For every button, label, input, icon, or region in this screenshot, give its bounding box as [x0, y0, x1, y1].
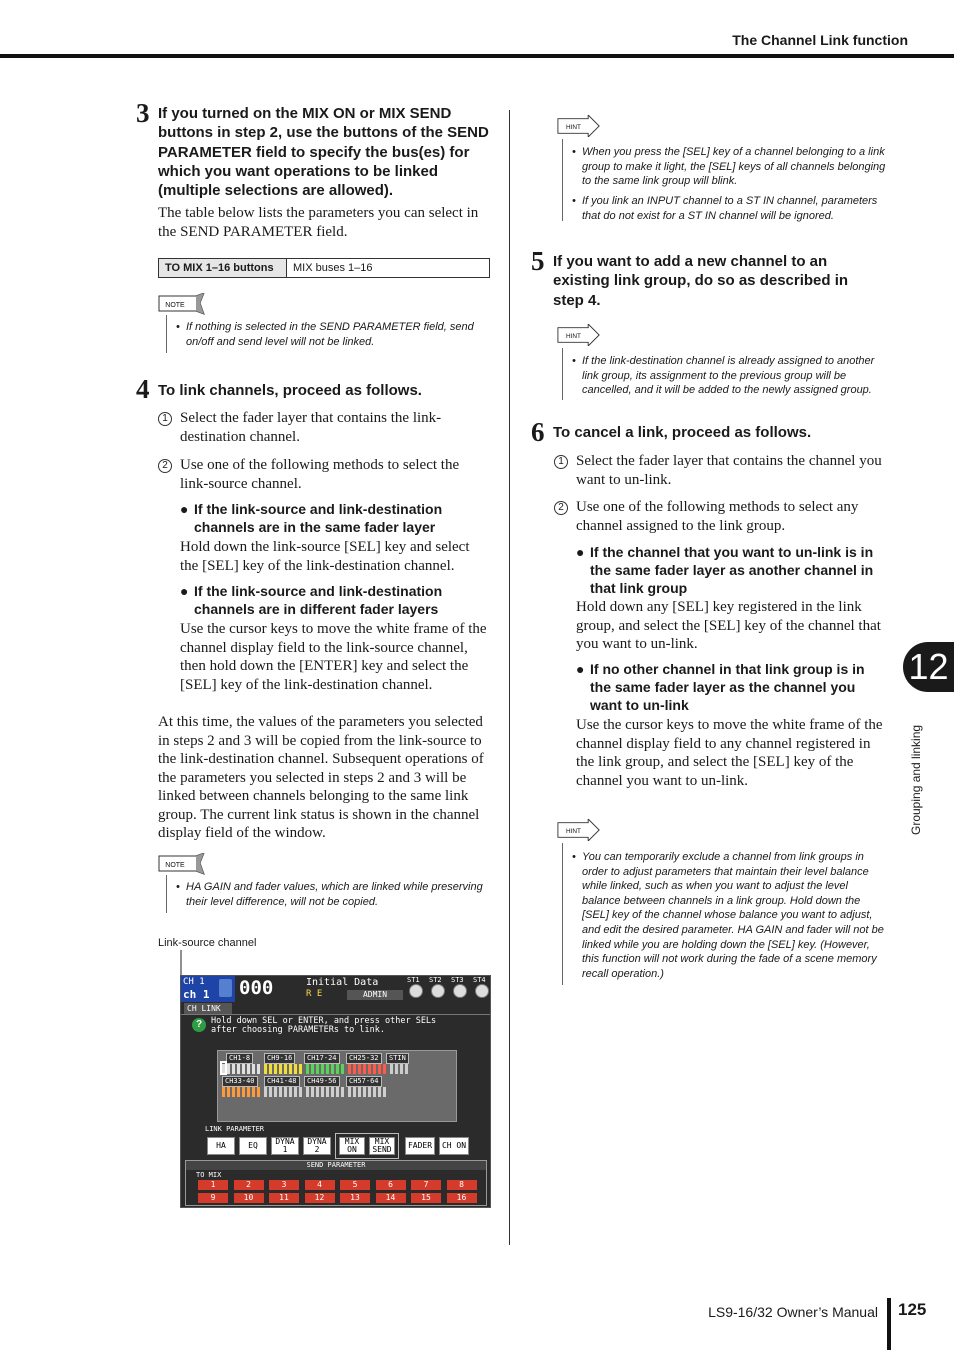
column-divider — [509, 110, 510, 1245]
channel-strip[interactable] — [222, 1087, 260, 1097]
mix-bus-button[interactable]: 8 — [447, 1180, 477, 1190]
group-label: STIN — [386, 1053, 409, 1064]
header-rule — [0, 54, 954, 58]
hint-rule — [562, 348, 563, 400]
channel-strip[interactable] — [222, 1064, 260, 1074]
group-label: CH17-24 — [304, 1053, 340, 1064]
mix-bus-button[interactable]: 1 — [198, 1180, 228, 1190]
note-text: HA GAIN and fader values, which are linked while preserving their level difference, will not be copied. — [186, 881, 483, 908]
mix-bus-button[interactable]: 6 — [376, 1180, 406, 1190]
bullet: • — [572, 146, 576, 158]
note-rule — [166, 875, 167, 913]
mix-bus-button[interactable]: 7 — [411, 1180, 441, 1190]
list-number: 2 — [158, 459, 172, 473]
list-item: Use one of the following methods to select the link-source channel. — [180, 457, 460, 492]
user-badge[interactable]: ADMIN — [347, 990, 403, 1000]
mix-bus-button[interactable]: 14 — [376, 1193, 406, 1203]
channel-id: CH 1 — [183, 977, 205, 987]
to-mix-label: TO MIX — [196, 1171, 222, 1179]
bullet: • — [176, 321, 180, 333]
knob-icon[interactable] — [475, 984, 489, 998]
channel-strip[interactable] — [390, 1064, 410, 1074]
param-fader-button[interactable]: FADER — [405, 1137, 435, 1155]
hint-text: When you press the [SEL] key of a channel belonging to a link group to make it light, the [SEL] keys of all channels belonging to the same link group will blink. — [582, 146, 886, 188]
bullet: • — [572, 355, 576, 367]
microphone-icon — [219, 979, 232, 997]
channel-strip[interactable] — [264, 1087, 302, 1097]
footer-rule — [887, 1298, 891, 1350]
mix-bus-button[interactable]: 5 — [340, 1180, 370, 1190]
channel-name: ch 1 — [183, 988, 210, 1001]
group-label: CH33-40 — [222, 1076, 258, 1087]
body-paragraph: Hold down any [SEL] key registered in the link group, and select the [SEL] key of the channel that you want to un-link. — [576, 599, 881, 652]
mix-bus-button[interactable]: 3 — [269, 1180, 299, 1190]
lcd-screen — [180, 975, 491, 1208]
mix-bus-button[interactable]: 10 — [234, 1193, 264, 1203]
chapter-label: Grouping and linking — [909, 724, 923, 835]
running-header: The Channel Link function — [732, 32, 908, 48]
sub-heading: If the link-source and link-destination channels are in the same fader layer — [194, 501, 443, 535]
body-paragraph: Use the cursor keys to move the white frame of the channel display field to the link-source channel, then hold down the [ENTER] key and select the [SEL] key of the link-destination channel. — [180, 621, 487, 693]
group-label: CH57-64 — [346, 1076, 382, 1087]
note-text: If nothing is selected in the SEND PARAMETER field, send on/off and send level will not be linked. — [186, 321, 474, 348]
channel-strip[interactable] — [306, 1064, 344, 1074]
bullet: • — [572, 851, 576, 863]
channel-display — [181, 976, 235, 1002]
mix-bus-button[interactable]: 11 — [269, 1193, 299, 1203]
list-number: 1 — [158, 412, 172, 426]
send-parameter-field — [185, 1160, 487, 1206]
table-cell: MIX buses 1–16 — [287, 259, 490, 278]
note-badge-icon — [158, 293, 206, 315]
param-mix-send-button[interactable]: MIX SEND — [369, 1137, 395, 1155]
channel-strip[interactable] — [348, 1087, 386, 1097]
hint-text: If the link-destination channel is already assigned to another link group, its assignment to the previous group will be cancelled, and it will be added to the newly assigned group. — [582, 355, 875, 397]
hint-text: If you link an INPUT channel to a ST IN channel, parameters that do not exist for a ST IN channel will be ignored. — [582, 195, 878, 222]
divider — [181, 1014, 491, 1015]
hint-badge-label: HINT — [566, 123, 581, 131]
mix-bus-button[interactable]: 12 — [305, 1193, 335, 1203]
bullet: • — [176, 881, 180, 893]
list-item: Select the fader layer that contains the link-destination channel. — [180, 410, 442, 445]
bullet-icon: ● — [576, 661, 585, 677]
channel-display-field[interactable] — [217, 1050, 457, 1122]
table-cell: TO MIX 1–16 buttons — [159, 259, 287, 278]
step-title: If you want to add a new channel to an existing link group, do so as described in step 4. — [553, 253, 849, 309]
hint-badge-icon — [555, 819, 603, 841]
figure-caption: Link-source channel — [158, 937, 257, 949]
hint-text: You can temporarily exclude a channel from link groups in order to adjust parameters that maintain their level balance while linked, such as when you want to adjust the level balance between channels in a link group. Hold down the [SEL] key of the channel whose balance you want to adjust, and edit the desired parameter. HA GAIN and fader will not be linked while you are holding down the [SEL] key. (However, this function will not work during the fade of a scene memory recall operation.) — [582, 851, 884, 980]
bullet-icon: ● — [576, 544, 585, 560]
list-number: 2 — [554, 501, 568, 515]
hint-badge-label: HINT — [566, 332, 581, 340]
help-icon: ? — [192, 1018, 206, 1032]
st-label: ST4 — [473, 976, 486, 984]
list-number: 1 — [554, 455, 568, 469]
step-number: 3 — [136, 98, 150, 128]
body-paragraph: The table below lists the parameters you can select in the SEND PARAMETER field. — [158, 205, 479, 240]
step-title: If you turned on the MIX ON or MIX SEND buttons in step 2, use the buttons of the SEND PARAMETER field to specify the bus(es) for which you want operations to be linked (multiple selections are allowed). — [158, 105, 489, 200]
mix-bus-button[interactable]: 2 — [234, 1180, 264, 1190]
hint-rule — [562, 139, 563, 221]
note-rule — [166, 315, 167, 353]
page-number: 125 — [898, 1300, 927, 1319]
channel-strip[interactable] — [348, 1064, 386, 1074]
body-paragraph: Hold down the link-source [SEL] key and select the [SEL] key of the link-destination channel. — [180, 539, 470, 574]
bullet-icon: ● — [180, 501, 189, 517]
bullet-icon: ● — [180, 583, 189, 599]
selection-frame — [220, 1061, 227, 1075]
list-item: Select the fader layer that contains the channel you want to un-link. — [576, 453, 882, 488]
table-row — [159, 259, 490, 278]
help-line: after choosing PARAMETERs to link. — [211, 1025, 385, 1035]
hint-badge-icon — [555, 324, 603, 346]
param-ha-button[interactable]: HA — [207, 1137, 235, 1155]
group-label: CH25-32 — [346, 1053, 382, 1064]
knob-icon[interactable] — [453, 984, 467, 998]
body-paragraph: At this time, the values of the parameters you selected in steps 2 and 3 will be copied from the link-source to the link-destination channel. Subsequent operations of the parameters you selected in steps 2 and 3 will be linked between channels belonging to the same link group. The current link status is shown in the channel display field of the window. — [158, 714, 484, 841]
st-label: ST3 — [451, 976, 464, 984]
group-label: CH49-56 — [304, 1076, 340, 1087]
param-dyna1-button[interactable]: DYNA 1 — [271, 1137, 299, 1155]
send-parameter-label: SEND PARAMETER — [186, 1161, 486, 1170]
mix-bus-button[interactable]: 13 — [340, 1193, 370, 1203]
param-eq-button[interactable]: EQ — [239, 1137, 267, 1155]
note-badge-label: NOTE — [165, 302, 185, 309]
body-paragraph: Use the cursor keys to move the white frame of the channel display field to any channel registered in the link group, and select the [SEL] key of the channel you want to un-link. — [576, 717, 883, 789]
step-number: 4 — [136, 374, 150, 404]
group-label: CH9-16 — [264, 1053, 295, 1064]
step-number: 6 — [531, 417, 545, 447]
step-number: 5 — [531, 246, 545, 276]
note-badge-label: NOTE — [165, 862, 185, 869]
scene-title: Initial Data — [306, 977, 379, 988]
sub-heading: If the link-source and link-destination channels are in different fader layers — [194, 583, 443, 617]
note-badge-icon — [158, 853, 206, 875]
step-title: To link channels, proceed as follows. — [158, 382, 422, 399]
list-item: Use one of the following methods to select any channel assigned to the link group. — [576, 499, 859, 534]
chapter-number: 12 — [908, 646, 949, 687]
hint-badge-label: HINT — [566, 827, 581, 835]
scene-number: 000 — [239, 977, 274, 999]
mix-bus-button[interactable]: 16 — [447, 1193, 477, 1203]
parameter-table — [158, 258, 490, 278]
channel-strip-row — [222, 1064, 410, 1074]
knob-icon[interactable] — [409, 984, 423, 998]
mix-bus-button[interactable]: 9 — [198, 1193, 228, 1203]
channel-strip-row — [222, 1087, 386, 1097]
hint-badge-icon — [555, 115, 603, 137]
mix-bus-button[interactable]: 4 — [305, 1180, 335, 1190]
manual-title: LS9-16/32 Owner’s Manual — [708, 1304, 878, 1320]
mix-bus-grid — [198, 1180, 486, 1206]
step-title: To cancel a link, proceed as follows. — [553, 424, 812, 441]
hint-rule — [562, 843, 563, 985]
group-label: CH41-48 — [264, 1076, 300, 1087]
stereo-knobs — [407, 976, 491, 1002]
knob-icon[interactable] — [431, 984, 445, 998]
scene-flags: R E — [306, 989, 323, 999]
param-dyna2-button[interactable]: DYNA 2 — [303, 1137, 331, 1155]
link-parameter-label: LINK PARAMETER — [205, 1125, 265, 1133]
bullet: • — [572, 195, 576, 207]
window-title: CH LINK — [184, 1003, 232, 1014]
st-label: ST1 — [407, 976, 420, 984]
sub-heading: If the channel that you want to un-link is in the same fader layer as another channel in that link group — [590, 544, 874, 596]
channel-strip[interactable] — [264, 1064, 302, 1074]
st-label: ST2 — [429, 976, 442, 984]
group-label: CH1-8 — [226, 1053, 253, 1064]
mix-bus-button[interactable]: 15 — [411, 1193, 441, 1203]
channel-strip[interactable] — [306, 1087, 344, 1097]
param-mix-on-button[interactable]: MIX ON — [339, 1137, 365, 1155]
param-ch-on-button[interactable]: CH ON — [439, 1137, 469, 1155]
help-line: Hold down SEL or ENTER, and press other SELs — [211, 1016, 437, 1026]
sub-heading: If no other channel in that link group is in the same fader layer as the channel you want to un-link — [590, 661, 865, 713]
